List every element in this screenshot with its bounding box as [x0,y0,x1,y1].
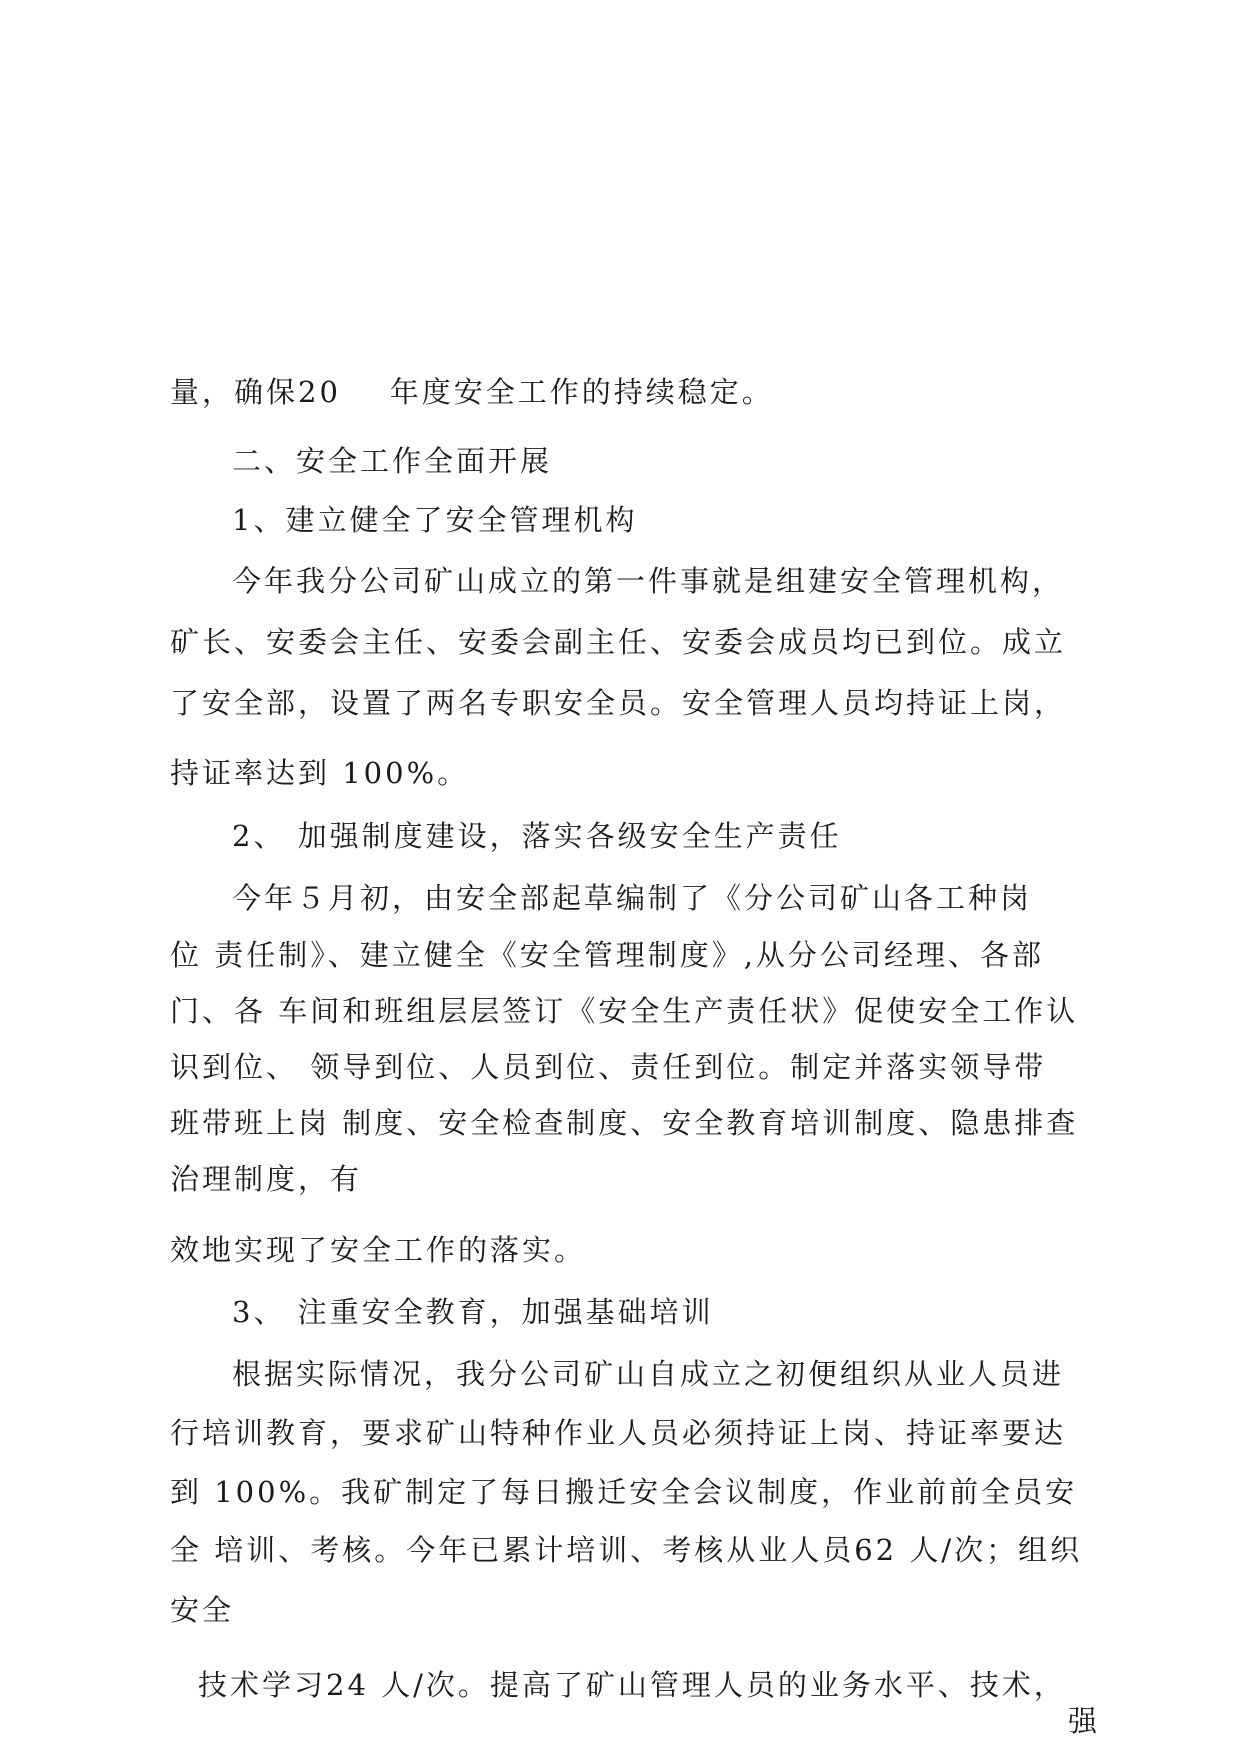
body-line: 强 [1068,1704,1101,1738]
body-line: 门、各 车间和班组层层签订《安全生产责任状》促使安全工作认 [170,994,1079,1028]
subsection-heading: 3、 注重安全教育，加强基础培训 [232,1295,714,1329]
body-line: 到 100%。我矿制定了每日搬迁安全会议制度，作业前前全员安 [170,1475,1078,1509]
body-line: 安全 [170,1593,235,1627]
body-line: 治理制度，有 [170,1162,363,1196]
body-line: 矿长、安委会主任、安委会副主任、安委会成员均已到位。成立 [170,625,1067,659]
body-line: 今年我分公司矿山成立的第一件事就是组建安全管理机构， [232,564,1065,598]
section-heading: 二、安全工作全面开展 [232,444,553,478]
body-line: 根据实际情况，我分公司矿山自成立之初便组织从业人员进 [232,1357,1065,1391]
subsection-heading: 2、 加强制度建设，落实各级安全生产责任 [232,819,842,853]
body-line: 了安全部，设置了两名专职安全员。安全管理人员均持证上岗， [170,686,1067,720]
body-line: 全 培训、考核。今年已累计培训、考核从业人员62 人/次；组织 [170,1533,1083,1567]
body-line: 效地实现了安全工作的落实。 [170,1233,587,1267]
body-line: 位 责任制》、建立健全《安全管理制度》,从分公司经理、各部 [170,938,1044,972]
body-line: 识到位、 领导到位、人员到位、责任到位。制定并落实领导带 [170,1050,1047,1084]
body-line: 行培训教育，要求矿山特种作业人员必须持证上岗、持证率要达 [170,1416,1067,1450]
subsection-heading: 1、建立健全了安全管理机构 [232,503,638,537]
body-line: 今年５月初，由安全部起草编制了《分公司矿山各工种岗 [232,881,1033,915]
body-line: 持证率达到 100%。 [170,756,470,790]
body-line: 班带班上岗 制度、安全检查制度、安全教育培训制度、隐患排查 [170,1106,1079,1140]
body-line: 技术学习24 人/次。提高了矿山管理人员的业务水平、技术， [198,1668,1066,1702]
body-line: 量，确保20 年度安全工作的持续稳定。 [170,375,774,409]
